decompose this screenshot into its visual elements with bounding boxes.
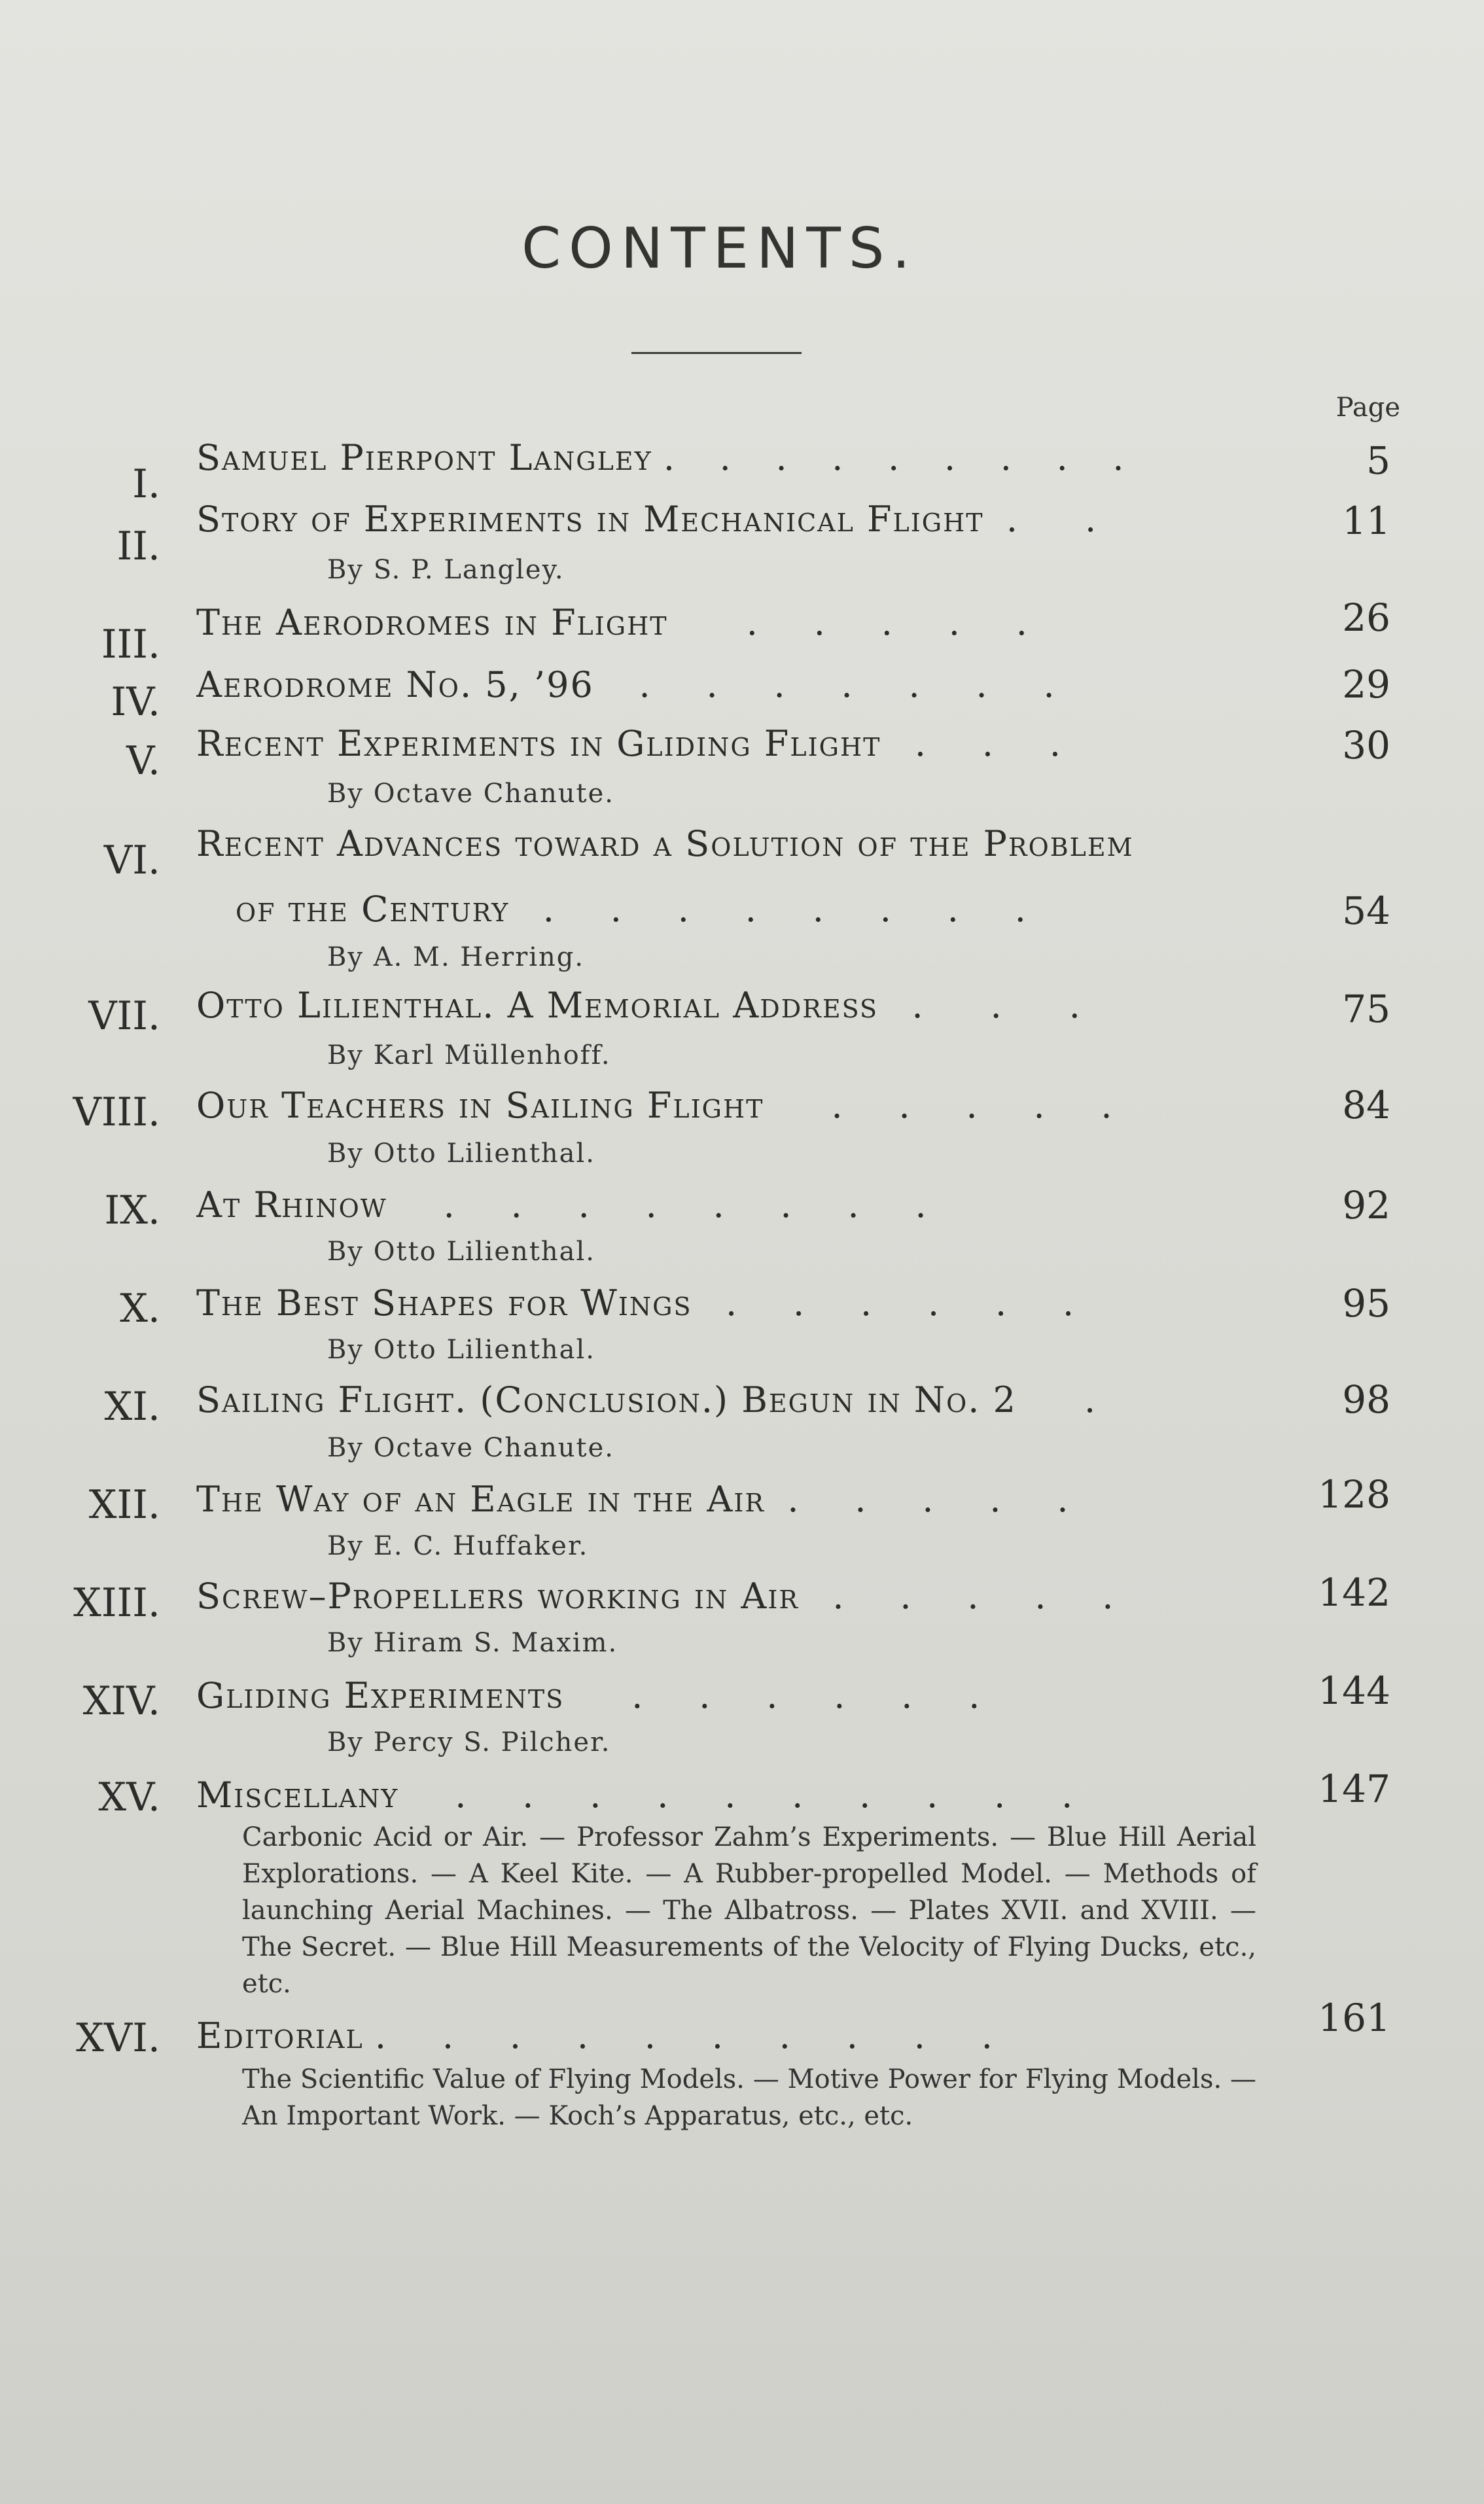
- entry-numeral: XII.: [88, 1482, 160, 1528]
- entry-title: Aerodrome No. 5, ’96 . . . . . . .: [196, 664, 1055, 705]
- entry-title: Recent Advances toward a Solution of the Problem: [196, 823, 1134, 864]
- entry-author: By S. P. Langley.: [327, 555, 565, 585]
- entry-title: The Way of an Eagle in the Air . . . . .: [196, 1479, 1069, 1520]
- entry-author: By Otto Lilienthal.: [327, 1335, 596, 1365]
- entry-title: Our Teachers in Sailing Flight . . . . .: [196, 1085, 1112, 1126]
- entry-numeral: XIII.: [73, 1580, 160, 1626]
- entry-author: By E. C. Huffaker.: [327, 1531, 589, 1561]
- entry-detail: The Scientific Value of Flying Models. — Motive Power for Flying Models. — An Important Work. — Koch’s Apparatus, etc., etc.: [242, 2064, 1256, 2131]
- entry-page: 144: [1318, 1668, 1390, 1713]
- entry-author: By Octave Chanute.: [327, 1433, 615, 1463]
- entry-page: 84: [1342, 1083, 1390, 1127]
- entry-page: 98: [1342, 1377, 1390, 1422]
- entry-title: Miscellany . . . . . . . . . .: [196, 1774, 1073, 1816]
- entry-title: Sailing Flight. (Conclusion.) Begun in No. 2 .: [196, 1379, 1096, 1420]
- entry-title: At Rhinow . . . . . . . .: [196, 1184, 927, 1226]
- entry-page: 11: [1342, 499, 1390, 543]
- entry-numeral: XI.: [104, 1384, 160, 1430]
- entry-title: Editorial . . . . . . . . . .: [196, 2015, 993, 2056]
- entry-title: The Aerodromes in Flight . . . . .: [196, 602, 1027, 643]
- entry-title: Screw–Propellers working in Air . . . . .: [196, 1576, 1114, 1617]
- entry-numeral: XIV.: [82, 1678, 160, 1724]
- entry-author: By Otto Lilienthal.: [327, 1237, 596, 1267]
- entry-numeral: I.: [132, 461, 160, 507]
- entry-title: Gliding Experiments . . . . . .: [196, 1675, 980, 1716]
- entry-page: 29: [1342, 662, 1390, 707]
- entry-author: By Hiram S. Maxim.: [327, 1628, 618, 1658]
- entry-numeral: VI.: [103, 838, 160, 883]
- entry-page: 54: [1342, 889, 1390, 933]
- entry-author: By Octave Chanute.: [327, 779, 615, 809]
- page-title: CONTENTS.: [521, 216, 918, 281]
- entry-title: Story of Experiments in Mechanical Flight . .: [196, 499, 1097, 540]
- entry-numeral: VIII.: [73, 1089, 160, 1135]
- entry-numeral: XV.: [98, 1774, 160, 1820]
- entry-numeral: IV.: [111, 679, 160, 725]
- entry-detail: Carbonic Acid or Air. — Professor Zahm’s Experiments. — Blue Hill Aerial Explorations. — A Keel Kite. — A Rubber-propelled Model. — Methods of launching Aerial Machines. — The Albatross. — Plates XVII. and XVIII. — The Secret. — Blue Hill Measurements of the Velocity of Flying Ducks, etc., etc.: [242, 1822, 1256, 1999]
- entry-numeral: VII.: [88, 993, 160, 1039]
- entry-page: 75: [1342, 987, 1390, 1031]
- entry-author: By Karl Müllenhoff.: [327, 1040, 611, 1070]
- entry-title: Samuel Pierpont Langley . . . . . . . . .: [196, 437, 1124, 478]
- entry-numeral: V.: [126, 738, 160, 784]
- entry-page: 142: [1318, 1570, 1390, 1615]
- entry-page: 30: [1342, 723, 1390, 767]
- entry-numeral: IX.: [104, 1188, 160, 1233]
- entry-author: By A. M. Herring.: [327, 942, 585, 972]
- entry-author: By Percy S. Pilcher.: [327, 1727, 611, 1757]
- entry-page: 92: [1342, 1183, 1390, 1227]
- entry-page: 147: [1318, 1767, 1390, 1811]
- page-column-label: Page: [1335, 393, 1400, 423]
- entry-numeral: X.: [120, 1286, 160, 1331]
- entry-page: 26: [1342, 595, 1390, 640]
- entry-title: The Best Shapes for Wings . . . . . .: [196, 1282, 1074, 1324]
- entry-page: 5: [1366, 438, 1390, 483]
- title-rule: [631, 352, 802, 354]
- entry-author: By Otto Lilienthal.: [327, 1138, 596, 1169]
- entry-page: 128: [1318, 1472, 1390, 1517]
- entry-title: Otto Lilienthal. A Memorial Address . . .: [196, 985, 1080, 1026]
- entry-page: 95: [1342, 1281, 1390, 1326]
- entry-numeral: III.: [101, 622, 160, 667]
- entry-title-continued: of the Century . . . . . . . .: [236, 889, 1026, 930]
- entry-numeral: XVI.: [76, 2015, 160, 2061]
- entry-numeral: II.: [116, 523, 160, 569]
- entry-title: Recent Experiments in Gliding Flight . . .: [196, 723, 1061, 764]
- entry-page: 161: [1318, 1996, 1390, 2040]
